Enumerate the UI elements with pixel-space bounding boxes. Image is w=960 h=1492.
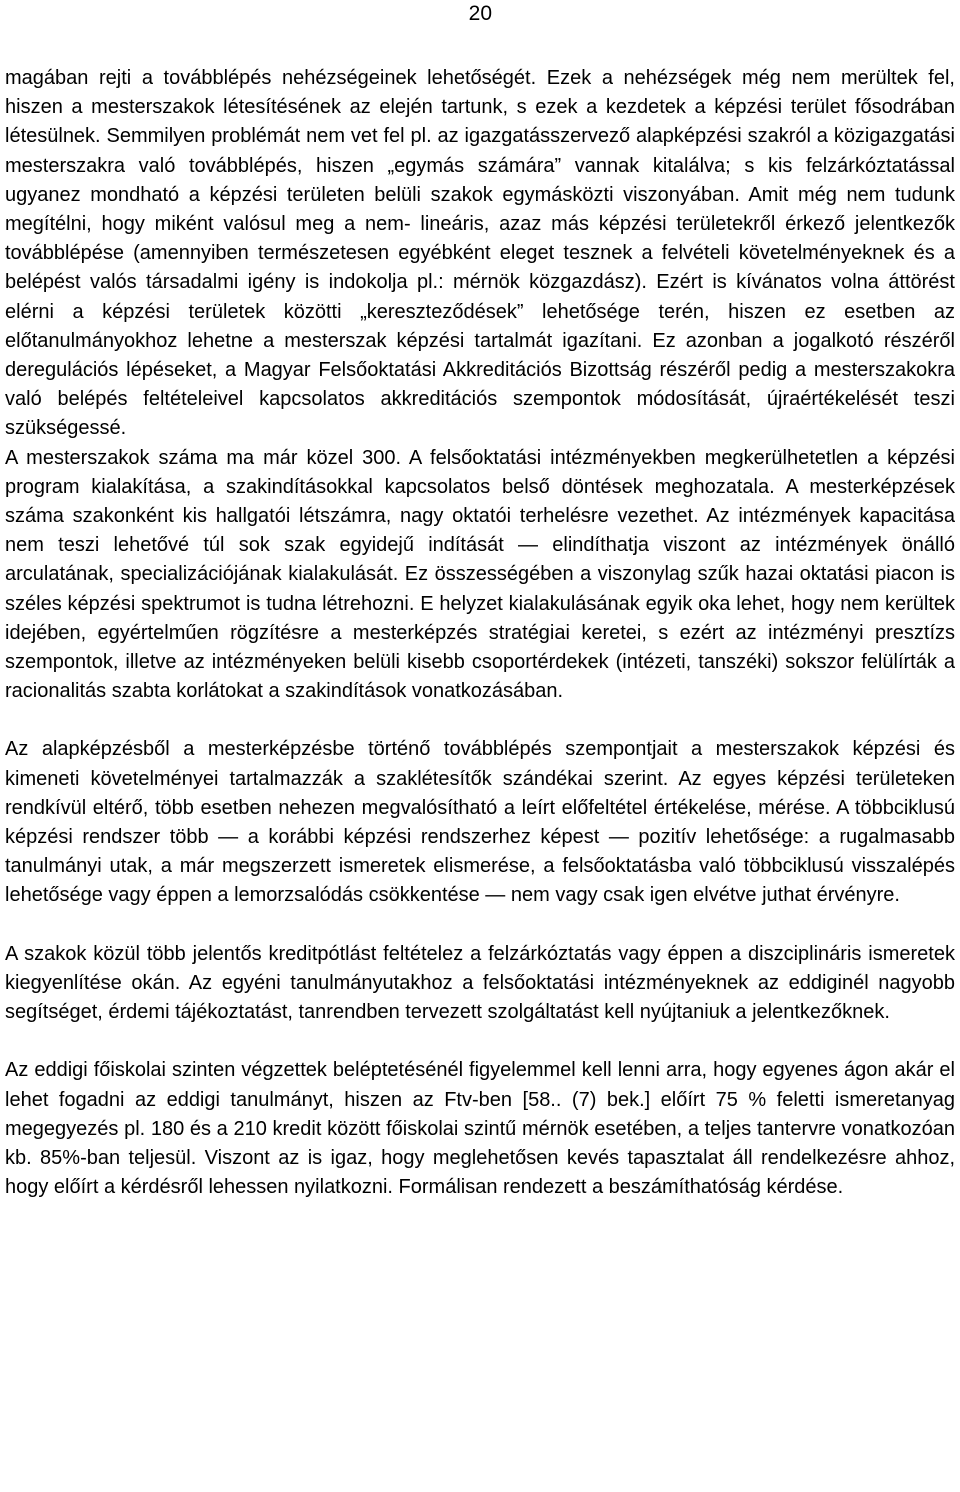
document-body xyxy=(5,64,955,1202)
paragraph: magában rejti a továbblépés nehézségeinek lehetőségét. Ezek a nehézségek még nem merültek fel, hiszen a mesterszakok létesítésének az elején tartunk, s ezek a kezdetek a képzési terület fősodrában létesülnek. Semmilyen problémát nem vet fel pl. az igazgatásszervező alapképzési szakról a közigazgatási mesterszakra való továbblépés, hiszen „egymás számára” vannak kitalálva; s kis felzárkóztatással ugyanez mondható a képzési területen belüli szakok egymásközti viszonyában. Amit még nem tudunk megítélni, hogy miként valósul meg a nem- lineáris, azaz más képzési területekről érkező jelentkezők továbblépése (amennyiben természetesen egyébként eleget tesznek a felvételi követelményeknek és a belépést valós társadalmi igény is indokolja pl.: mérnök közgazdász). Ezért is kívánatos volna áttörést elérni a képzési területek közötti „kereszteződések” lehetősége terén, hiszen ez esetben az előtanulmányokhoz lehetne a mesterszak képzési tartalmát igazítani. Ez azonban a jogalkotó részéről deregulációs lépéseket, a Magyar Felsőoktatási Akkreditációs Bizottság részéről pedig a mesterszakokra való belépés feltételeivel kapcsolatos akkreditációs szempontok módosítását, újraértékelését teszi szükségessé. xyxy=(5,67,955,440)
paragraph: Az eddigi főiskolai szinten végzettek beléptetésénél figyelemmel kell lenni arra, hogy egyenes ágon akár el lehet fogadni az eddigi tanulmányt, hiszen az Ftv-ben [58.. (7) bek.] előírt 75 % feletti ismeretanyag megegyezés pl. 180 és a 210 kredit között főiskolai szintű mérnök esetében, a teljes tantervre vonatkozóan kb. 85%-ban teljesül. Viszont az is igaz, hogy meglehetősen kevés tapasztalat áll rendelkezésre ahhoz, hogy előírt a kérdésről lehessen nyilatkozni. Formálisan rendezett a beszámíthatóság kérdése. xyxy=(5,1059,955,1199)
paragraph: Az alapképzésből a mesterképzésbe történő továbblépés szempontjait a mesterszakok képzési és kimeneti követelményei tartalmazzák a szaklétesítők szándékai szerint. Az egyes képzési területeken rendkívül eltérő, több esetben nehezen megvalósítható a leírt előfeltétel értékelése, mérése. A többciklusú képzési rendszer több — a korábbi képzési rendszerhez képest — pozitív lehetősége: a rugalmasabb tanulmányi utak, a már megszerzett ismeretek elismerése, a felsőoktatásba való többciklusú visszalépés lehetősége vagy éppen a lemorzsalódás csökkentése — nem vagy csak igen elvétve juthat érvényre. xyxy=(5,738,955,907)
paragraph: A mesterszakok száma ma már közel 300. A felsőoktatási intézményekben megkerülhetetlen a képzési program kialakítása, a szakindításokkal kapcsolatos belső döntések meghozatala. A mesterképzések száma szakonként kis hallgatói létszámra, nagy oktatói terhelésre vezethet. Az intézmények kapacitása nem teszi lehetővé túl sok szak egyidejű indítását — elindíthatja viszont az intézmények önálló arculatának, specializációjának kialakulását. Ez összességében a viszonylag szűk hazai oktatási piacon is széles képzési spektrumot is tudna létrehozni. E helyzet kialakulásának egyik oka lehet, hogy nem kerültek idejében, egyértelműen rögzítésre a mesterképzés stratégiai keretei, s ezért az intézményi presztízs szempontok, illetve az intézményeken belüli kisebb csoportérdekek (intézeti, tanszéki) sokszor felülírták a racionalitás szabta korlátokat a szakindítások vonatkozásában. xyxy=(5,446,955,703)
page-number: 20 xyxy=(468,2,492,25)
paragraph: A szakok közül több jelentős kreditpótlást feltételez a felzárkóztatás vagy éppen a diszciplináris ismeretek kiegyenlítése okán. Az egyéni tanulmányutakhoz a felsőoktatási intézményeknek az eddiginél nagyobb segítséget, érdemi tájékoztatást, tanrendben tervezett szolgáltatást kell nyújtaniuk a jelentkezőknek. xyxy=(5,942,955,1024)
